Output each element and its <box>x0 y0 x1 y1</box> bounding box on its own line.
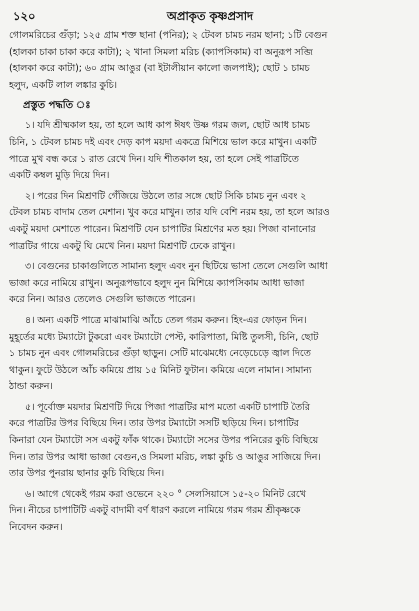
step-line: ১। যদি শ্রীষ্মকাল হয়, তা হলে আধ কাপ ঈষৎ উষ্ণ গরম জল, ছোট আধ চামচ <box>25 120 310 132</box>
step-4 <box>9 313 411 396</box>
step-6 <box>9 487 411 537</box>
ingredients-line: হলুদ, একটি লাল লঙ্কার কুচি। <box>9 79 117 91</box>
step-3 <box>9 259 411 309</box>
step-line: থাকুন। ফুটে উঠলে আঁচ কমিয়ে প্রায় ১৫ মিনিট ফুটান। কমিয়ে এলে নামান। সামান্য <box>9 364 312 376</box>
method-heading: প্রস্তুত পদ্ধতি ঃ <box>23 100 91 112</box>
step-5 <box>9 400 411 483</box>
step-2 <box>9 189 411 255</box>
page-number: ১২০ <box>13 9 36 23</box>
step-line: দিন। নীচের চাপাটিটি একটু বাদামী বর্ণ ধারণ করলে নামিয়ে গরম গরম শ্রীকৃষ্ণকে <box>9 505 301 517</box>
step-line: ৬। আগে থেকেই গরম করা ওভেনে ২২০ ° সেলসিয়াসে ১৫-২০ মিনিট রেখে <box>25 488 306 500</box>
step-line: ৩। বেগুনের চাকাগুলিতে সামান্য হলুদ এবং নুন ছিটিয়ে ভাসা তেলে সেগুলি আধা <box>25 261 328 273</box>
step-line: দিন। তার উপর আধা ভাজা বেগুন,ও সিমলা মরিচ, লঙ্কা কুচি ও আঙুর সাজিয়ে দিন। <box>9 451 321 463</box>
step-line: ৫। পূর্বোক্ত ময়দার মিশ্রণটি দিয়ে পিজা পাত্রটির মাপ মতো একটি চাপাটি তৈরি <box>25 401 310 413</box>
step-line: মুহূর্তের মধ্যে টম্যাটো টুকরো এবং টম্যাটো পেস্ট, কারিপাতা, মিষ্টি তুলসী, চিনি, ছোট <box>9 331 319 343</box>
step-line: চিনি, ১ টেবল চামচ দই এবং দেড় কাপ ময়দা একত্রে মিশিয়ে ভাল করে মাখুন। একটি <box>9 136 317 148</box>
step-line: ১ চামচ নুন এবং গোলমরিচের গুঁড়া ছাড়ুন। সেটি মাঝেমধ্যে নেড়েচেড়ে জ্বাল দিতে <box>9 348 311 360</box>
step-line: কিনারা যেন টম্যাটো সস একটু ফাঁক থাকে। টম্যাটো সসের উপর পনিরের কুচি বিছিয়ে <box>9 435 319 447</box>
page-header <box>9 6 411 28</box>
ingredients-line: (হালকা চাকা চাকা করে কাটা); ২ খানা সিমলা মরিচ (ক্যাপসিকাম) বা অনুরূপ সব্জি <box>9 46 313 58</box>
step-line: টেবল চামচ বাদাম তেল মেশান। খুব করে মাখুন। তার যদি বেশি নরম হয়, তা হলে আরও <box>9 207 330 219</box>
ingredients-line: গোলমরিচের গুঁড়া; ১২৫ গ্রাম শক্ত ছানা (পনির); ২ টেবল চামচ নরম ছানা; ১টি বেগুন <box>9 30 328 41</box>
step-line: একটু ময়দা মেশাতে পারেন। মিশ্রণটি যেন চাপাটির মিশ্রণের মত হয়। পিজা বানানোর <box>9 223 316 235</box>
step-line: একটি কম্বল মুড়ি দিয়ে দিন। <box>9 170 110 182</box>
step-line: ৪। অন্য একটি পাত্রে মাঝামাঝি আঁচে তেল গরম করুন। হিং-এর ফোড়ন দিন। <box>25 314 307 326</box>
step-line: পাত্রে মুখ বন্ধ করে ১ রাত রেখে দিন। যদি শীতকাল হয়, তা হলে সেই পাত্রটিতে <box>9 153 299 165</box>
step-1 <box>9 118 411 184</box>
ingredients-line: (হালকা করে কাটা); ৬০ গ্রাম আঙুর (বা ইটালীয়ান কালো জলপাই); ছোট ১ চামচ <box>9 63 310 75</box>
step-line: করে পাত্রটির উপর বিছিয়ে দিন। তার উপর টম্যাটো সসটি ছড়িয়ে দিন। চাপাটির <box>9 418 299 430</box>
step-line: ভাজা করে নামিয়ে রাখুন। অনুরূপভাবে হলুদ নুন মিশিয়ে ক্যাপসিকাম আধা ভাজা <box>9 277 305 289</box>
step-line: পাত্রটির গায়ে একটু ঘি মেখে নিন। ময়দা মিশ্রণটি ঢেকে রাখুন। <box>9 240 235 252</box>
step-line: তার উপর পুনরায় ছানার কুচি বিছিয়ে দিন। <box>9 468 164 480</box>
running-title: অপ্রাকৃত কৃষ্ণপ্রসাদ <box>166 9 254 23</box>
step-line: করে নিন। আরও তেলেও সেগুলি ভাজতে পারেন। <box>9 294 196 306</box>
step-line: ঠান্ডা করুন। <box>9 381 53 393</box>
step-line: ২। পরের দিন মিশ্রণটি গেঁজিয়ে উঠলে তার সঙ্গে ছোট সিকি চামচ নুন এবং ২ <box>25 190 307 202</box>
step-line: নিবেদন করুন। <box>9 522 63 534</box>
ingredients-block <box>9 28 411 94</box>
